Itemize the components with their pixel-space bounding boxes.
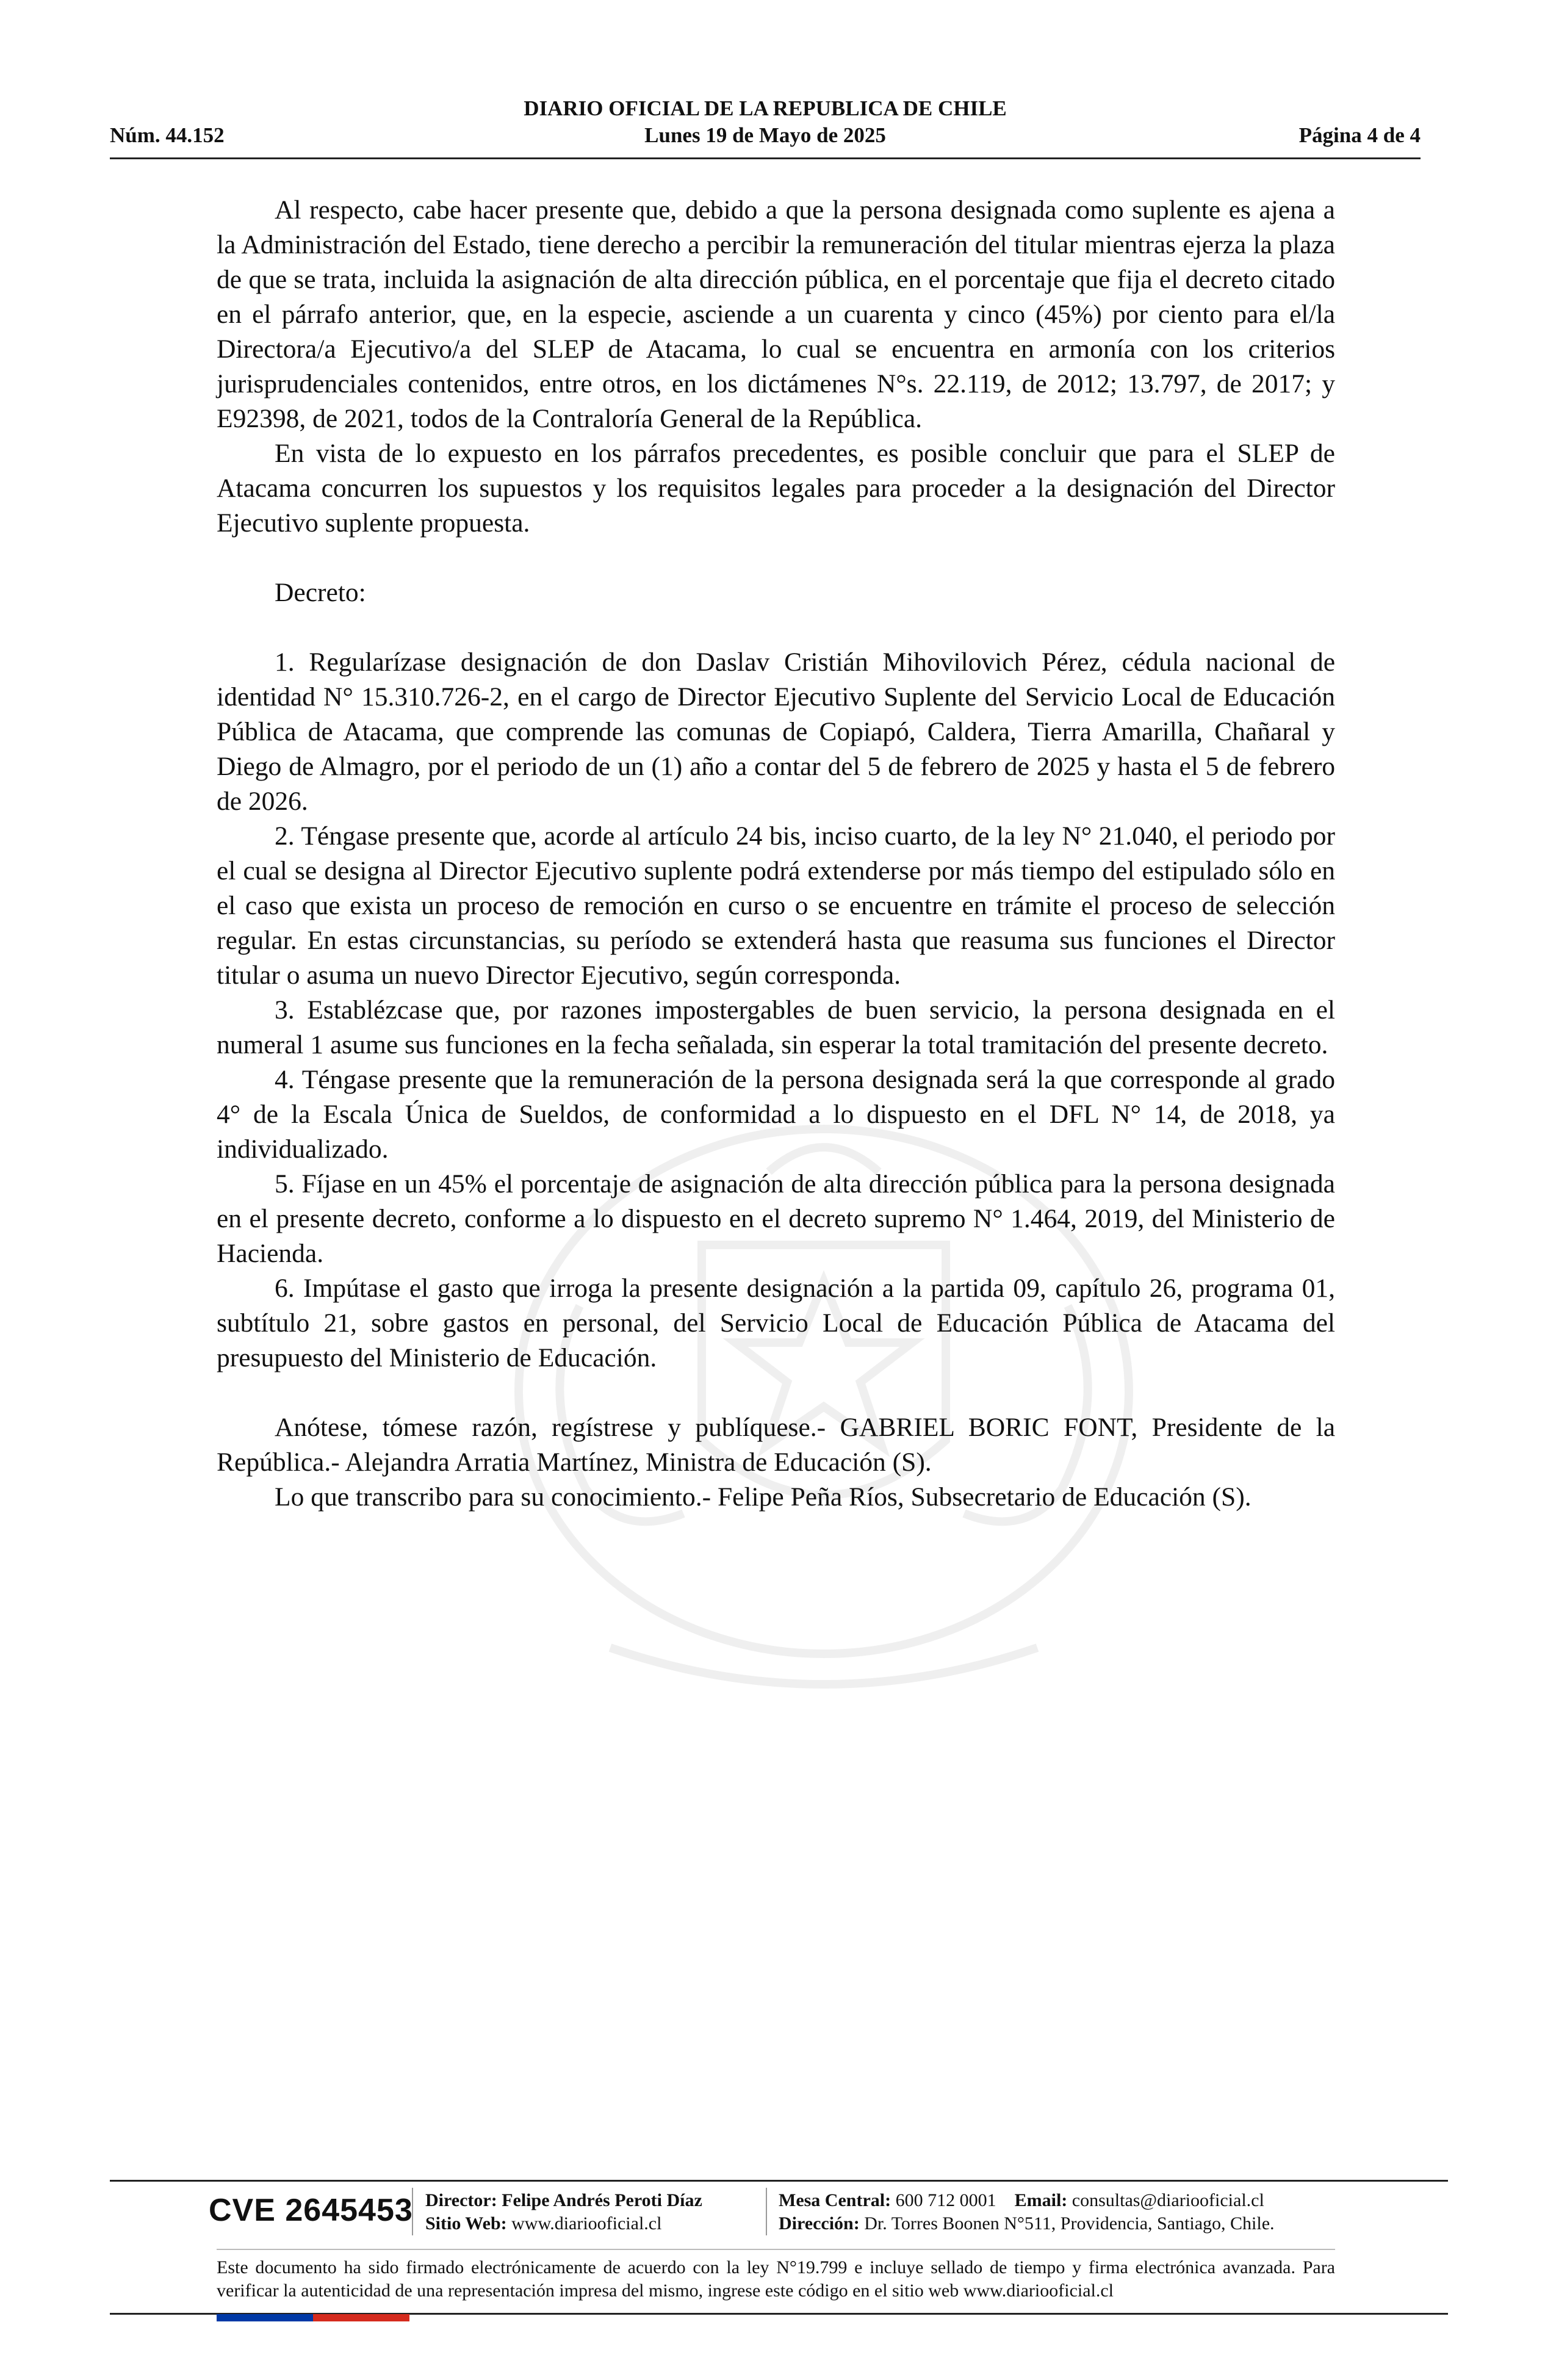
decree-item: 5. Fíjase en un 45% el porcentaje de asignación de alta dirección pública para la persona designada en el presente decreto, conforme a lo dispuesto en el decreto supremo N° 1.464, 2019, del Ministerio de Hacienda.: [217, 1169, 1335, 1268]
cve-code: CVE 2645453: [209, 2193, 413, 2228]
footer-director-block: [425, 2189, 702, 2235]
footer-divider: [412, 2188, 413, 2235]
decree-item: 3. Establézcase que, por razones impostergables de buen servicio, la persona designada en el numeral 1 asume sus funciones en la fecha señalada, sin esperar la total tramitación del presente decreto.: [217, 995, 1335, 1059]
email-link[interactable]: consultas@diariooficial.cl: [1072, 2190, 1264, 2210]
footer-divider: [766, 2188, 767, 2235]
decree-item: 1. Regularízase designación de don Daslav Cristián Mihovilovich Pérez, cédula nacional de identidad N° 15.310.726-2, en el cargo de Director Ejecutivo Suplente del Servicio Local de Educación Pública de Atacama, que comprende las comunas de Copiapó, Caldera, Tierra Amarilla, Chañaral y Diego de Almagro, por el periodo de un (1) año a contar del 5 de febrero de 2025 y hasta el 5 de febrero de 2026.: [217, 647, 1335, 816]
decree-item: 6. Impútase el gasto que irroga la presente designación a la partida 09, capítulo 26, programa 01, subtítulo 21, sobre gastos en personal, del Servicio Local de Educación Pública de Atacama del presupuesto del Ministerio de Educación.: [217, 1274, 1335, 1372]
flag-red-segment: [313, 2314, 409, 2321]
paragraph: Al respecto, cabe hacer presente que, debido a que la persona designada como suplente es ajena a la Administración del Estado, tiene derecho a percibir la remuneración del titular mientras ejerza la plaza de que se trata, incluida la asignación de alta dirección pública, en el porcentaje que fija el decreto citado en el párrafo anterior, que, en la especie, asciende a un cuarenta y cinco (45%) por ciento para el/la Directora/a Ejecutivo/a del SLEP de Atacama, lo cual se encuentra en armonía con los criterios jurisprudenciales contenidos, entre otros, en los dictámenes N°s. 22.119, de 2012; 13.797, de 2017; y E92398, de 2021, todos de la Contraloría General de la República.: [217, 195, 1335, 433]
mesa-phone: 600 712 0001: [895, 2190, 996, 2210]
address-label: Dirección:: [779, 2213, 860, 2234]
electronic-signature-note: Este documento ha sido firmado electrónicamente de acuerdo con la ley N°19.799 e incluye sellado de tiempo y firma electrónica avanzada. Para verificar la autenticidad de una representación impresa del mismo, ingrese este código en el sitio web www.diariooficial.cl: [217, 2257, 1335, 2301]
flag-blue-segment: [217, 2314, 313, 2321]
decree-heading: Decreto:: [275, 578, 366, 607]
page-header: [110, 96, 1421, 159]
issue-date: Lunes 19 de Mayo de 2025: [644, 123, 886, 147]
website-link[interactable]: www.diariooficial.cl: [511, 2213, 662, 2234]
decree-item: 4. Téngase presente que la remuneración de la persona designada será la que corresponde al grado 4° de la Escala Única de Sueldos, de conformidad a lo dispuesto en el DFL N° 14, de 2018, ya individualizado.: [217, 1065, 1335, 1164]
chile-flag-stripe: [217, 2314, 409, 2321]
website-label: Sitio Web:: [425, 2213, 507, 2234]
issue-number: Núm. 44.152: [110, 123, 225, 147]
newspaper-title: DIARIO OFICIAL DE LA REPUBLICA DE CHILE: [524, 96, 1007, 120]
footer-thin-rule: [217, 2249, 1335, 2250]
document-body: [217, 193, 1335, 1515]
mesa-label: Mesa Central:: [779, 2190, 891, 2210]
address-value: Dr. Torres Boonen N°511, Providencia, Santiago, Chile.: [864, 2213, 1275, 2234]
decree-item: 2. Téngase presente que, acorde al artículo 24 bis, inciso cuarto, de la ley N° 21.040, el periodo por el cual se designa al Director Ejecutivo suplente podrá extenderse por más tiempo del estipulado sólo en el caso que exista un proceso de remoción en curso o se encuentre en trámite el proceso de selección regular. En estas circunstancias, su período se extenderá hasta que reasuma sus funciones el Director titular o asuma un nuevo Director Ejecutivo, según corresponda.: [217, 821, 1335, 990]
director-label: Director:: [425, 2190, 497, 2210]
closing-paragraph: Anótese, tómese razón, regístrese y publíquese.- GABRIEL BORIC FONT, Presidente de la República.- Alejandra Arratia Martínez, Ministra de Educación (S).: [217, 1413, 1335, 1477]
email-label: Email:: [1014, 2190, 1068, 2210]
page-number: Página 4 de 4: [1298, 123, 1421, 147]
closing-paragraph: Lo que transcribo para su conocimiento.- Felipe Peña Ríos, Subsecretario de Educación (S).: [275, 1482, 1252, 1512]
footer-contact-block: [779, 2189, 1275, 2235]
paragraph: En vista de lo expuesto en los párrafos precedentes, es posible concluir que para el SLEP de Atacama concurren los supuestos y los requisitos legales para proceder a la designación del Director Ejecutivo suplente propuesta.: [217, 439, 1335, 538]
director-name: Felipe Andrés Peroti Díaz: [502, 2190, 702, 2210]
footer-top-rule: [110, 2180, 1448, 2182]
